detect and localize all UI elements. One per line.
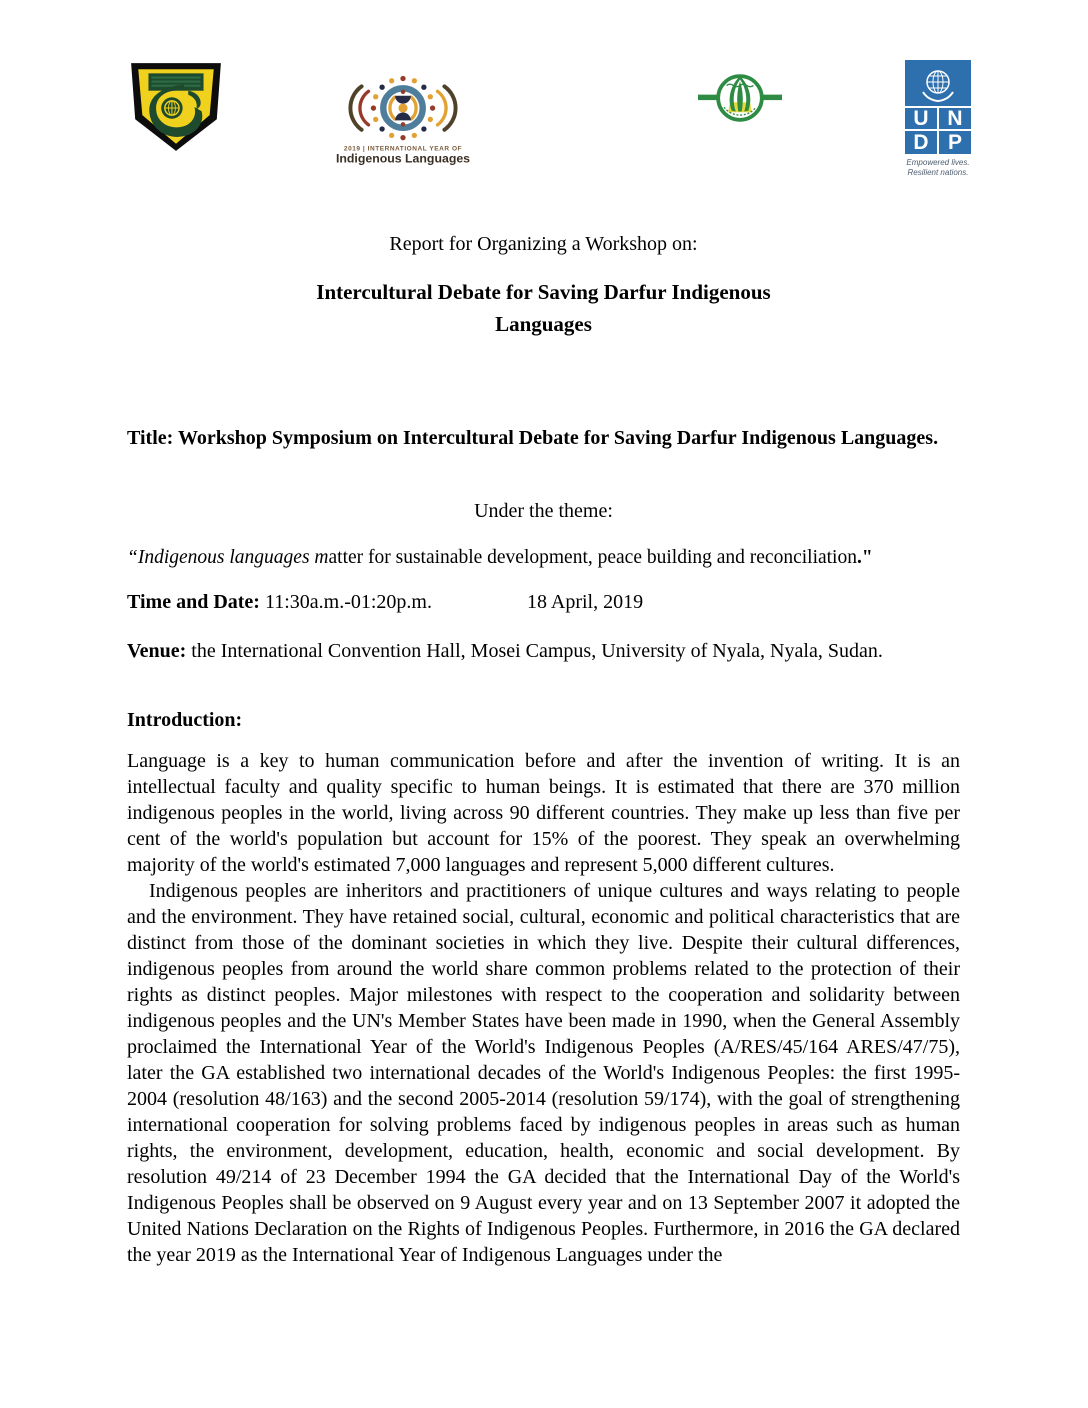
paragraph-2: Indigenous peoples are inheritors and practitioners of unique cultures and ways relating to people and the environment. They have retained social, cultural, economic and political characteristics that are distinct from those of the dominant societies in which they live. Despite their cultural differences, indigenous peoples from around the world share common problems related to the protection of their rights as distinct peoples. Major milestones with respect to the cooperation and solidarity between indigenous peoples and the UN's Member States have been made in 1990, when the General Assembly proclaimed the International Year of the World's Indigenous Peoples (A/RES/45/164 ARES/47/75), later the GA established two international decades of the World's Indigenous Peoples: the first 1995-2004 (resolution 48/163) and the second 2005-2014 (resolution 59/174), with the goal of strengthening international cooperation for solving problems faced by indigenous peoples in areas such as human rights, the environment, development, education, health, economic and social development. By resolution 49/214 of 23 December 1994 the GA decided that the International Day of the World's Indigenous Peoples shall be observed on 9 August every year and on 13 September 2007 it adopted the United Nations Declaration on the Rights of Indigenous Peoples. Furthermore, in 2016 the GA declared the year 2019 as the International Year of Indigenous Languages under the [127, 880, 960, 1266]
theme-regular-part: atter for sustainable development, peace building and reconciliation [328, 547, 857, 568]
title-label: Title: [127, 427, 174, 449]
report-line: Report for Organizing a Workshop on: [389, 233, 698, 255]
time-date-line [127, 591, 960, 614]
theme-line [127, 547, 960, 569]
venue-label: Venue: [127, 640, 187, 662]
time-date-label: Time and Date: [127, 591, 260, 613]
title-paragraph [127, 424, 960, 452]
venue-line [127, 640, 960, 663]
undp-letter-u: U [913, 107, 929, 130]
main-title-line-2: Languages [495, 312, 592, 336]
theme-heading: Under the theme: [474, 500, 613, 522]
undp-letter-d: D [913, 131, 929, 154]
paragraph-1: Language is a key to human communication before and after the invention of writing. It is an intellectual faculty and quality specific to human beings. It is estimated that there are 370 million indigenous peoples in the world, living across 90 different countries. They make up less than five per cent of the world's population but account for 15% of the poorest. They speak an overwhelming majority of the world's estimated 7,000 languages and represent 5,000 different cultures. [127, 750, 960, 876]
theme-bold-part: ." [856, 547, 873, 568]
introduction-heading: Introduction: [127, 709, 243, 731]
venue-value: the International Convention Hall, Mosei Campus, University of Nyala, Nyala, Sudan. [191, 640, 883, 662]
main-title-line-1: Intercultural Debate for Saving Darfur Indigenous [316, 280, 771, 304]
title-text: Workshop Symposium on Intercultural Debate for Saving Darfur Indigenous Languages. [177, 427, 939, 449]
main-title [127, 276, 960, 340]
theme-italic-part: “Indigenous languages m [127, 547, 329, 568]
undp-letter-p: P [947, 131, 963, 154]
iyil-year-label: 2019 | INTERNATIONAL YEAR OF [343, 145, 463, 153]
undp-tagline-1: Empowered lives. [906, 158, 970, 167]
document-content [127, 0, 963, 1268]
undp-letter-n: N [947, 107, 963, 130]
undp-tagline-2: Resilient nations. [907, 168, 969, 177]
time-value: 11:30a.m.-01:20p.m. [264, 591, 432, 613]
iyil-name-label: Indigenous Languages [335, 151, 471, 166]
date-value: 18 April, 2019 [527, 591, 644, 613]
